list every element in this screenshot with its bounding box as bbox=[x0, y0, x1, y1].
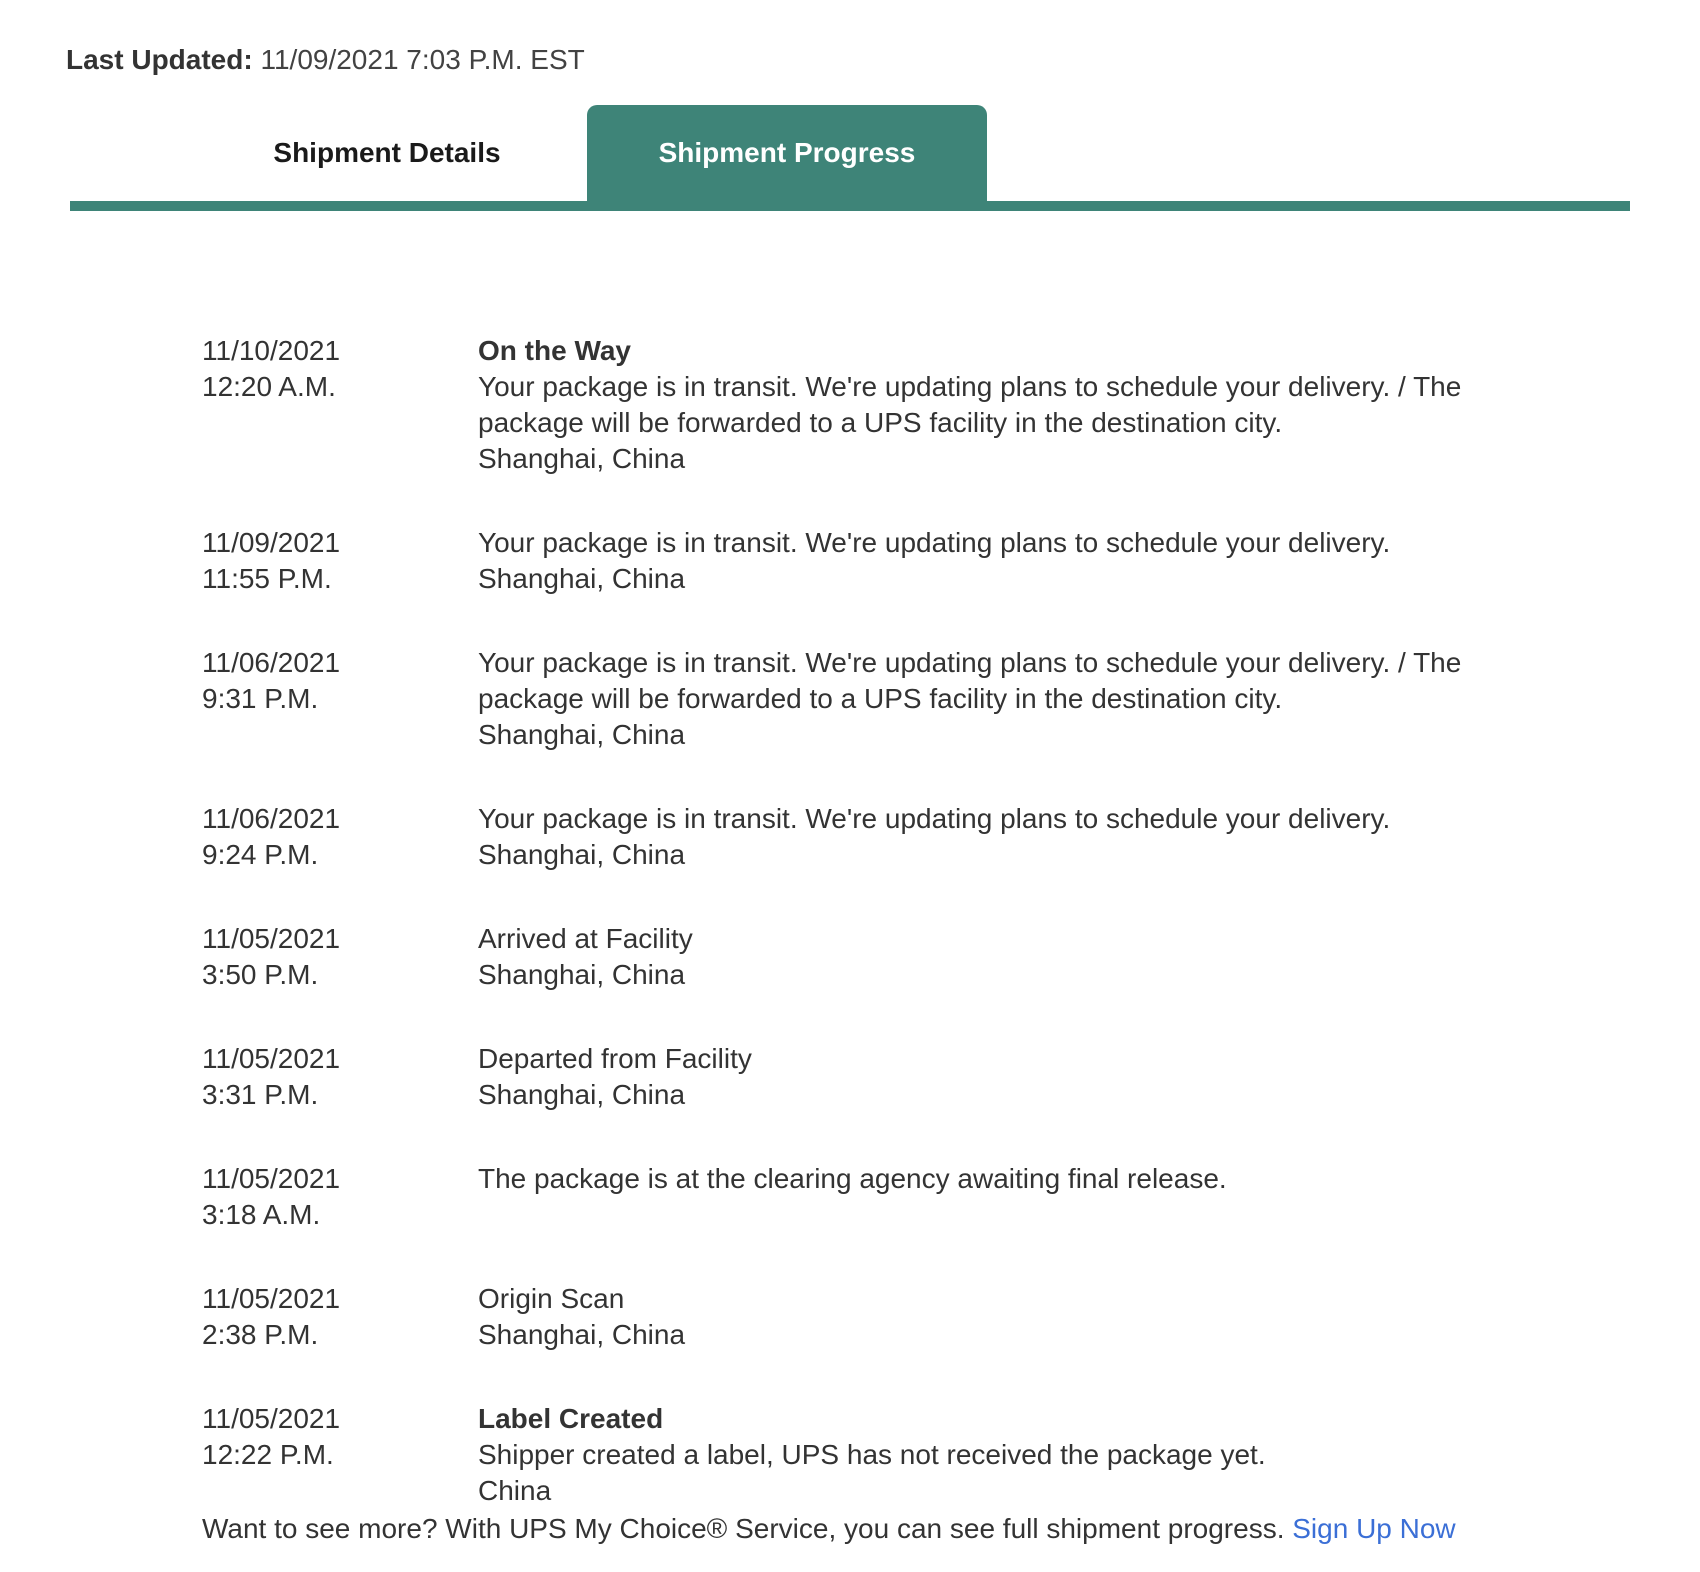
tab-shipment-progress-label: Shipment Progress bbox=[658, 137, 916, 168]
entry-location: Shanghai, China bbox=[478, 443, 686, 474]
entry-date: 11/05/2021 bbox=[202, 1403, 341, 1434]
entry-description: Departed from Facility bbox=[478, 1043, 752, 1074]
last-updated-label: Last Updated: bbox=[66, 44, 253, 75]
entry-location: Shanghai, China bbox=[478, 959, 686, 990]
entry-what bbox=[478, 1401, 1488, 1509]
entry-when bbox=[202, 1401, 478, 1509]
entry-location: Shanghai, China bbox=[478, 1079, 686, 1110]
entry-time: 3:50 P.M. bbox=[202, 959, 319, 990]
entry-when bbox=[202, 801, 478, 873]
entry-location: China bbox=[478, 1475, 552, 1506]
entry-what bbox=[478, 1281, 1488, 1353]
entry-date: 11/05/2021 bbox=[202, 1043, 341, 1074]
entry-when bbox=[202, 525, 478, 597]
active-tab-underline bbox=[70, 201, 1630, 211]
entry-time: 9:24 P.M. bbox=[202, 839, 319, 870]
entry-when bbox=[202, 1161, 478, 1233]
entry-when bbox=[202, 333, 478, 477]
promo-text: Want to see more? With UPS My Choice® Service, you can see full shipment progress. bbox=[202, 1513, 1293, 1544]
entry-time: 12:22 P.M. bbox=[202, 1439, 334, 1470]
entry-date: 11/05/2021 bbox=[202, 923, 341, 954]
entry-when bbox=[202, 645, 478, 753]
entry-description: Your package is in transit. We're updating plans to schedule your delivery. / The package will be forwarded to a UPS facility in the destination city. bbox=[478, 371, 1462, 438]
entry-what bbox=[478, 801, 1488, 873]
entry-description: Origin Scan bbox=[478, 1283, 625, 1314]
entry-what bbox=[478, 921, 1488, 993]
progress-list bbox=[0, 333, 1700, 1509]
entry-title: Label Created bbox=[478, 1403, 664, 1434]
entry-date: 11/09/2021 bbox=[202, 527, 341, 558]
entry-date: 11/05/2021 bbox=[202, 1283, 341, 1314]
entry-what bbox=[478, 645, 1488, 753]
last-updated bbox=[0, 0, 1700, 78]
entry-location: Shanghai, China bbox=[478, 719, 686, 750]
entry-time: 3:31 P.M. bbox=[202, 1079, 319, 1110]
progress-entry bbox=[202, 333, 1540, 477]
promo-line bbox=[0, 1511, 1700, 1547]
progress-entry bbox=[202, 1281, 1540, 1353]
entry-description: The package is at the clearing agency awaiting final release. bbox=[478, 1163, 1227, 1194]
entry-location: Shanghai, China bbox=[478, 1319, 686, 1350]
entry-description: Your package is in transit. We're updating plans to schedule your delivery. bbox=[478, 527, 1391, 558]
entry-time: 9:31 P.M. bbox=[202, 683, 319, 714]
entry-when bbox=[202, 1281, 478, 1353]
progress-entry bbox=[202, 645, 1540, 753]
entry-description: Shipper created a label, UPS has not received the package yet. bbox=[478, 1439, 1266, 1470]
tab-shipment-details-label: Shipment Details bbox=[273, 137, 501, 168]
entry-what bbox=[478, 333, 1488, 477]
entry-what bbox=[478, 525, 1488, 597]
progress-entry bbox=[202, 921, 1540, 993]
entry-title: On the Way bbox=[478, 335, 631, 366]
entry-date: 11/06/2021 bbox=[202, 647, 341, 678]
tab-shipment-progress[interactable] bbox=[587, 105, 987, 201]
progress-entry bbox=[202, 1401, 1540, 1509]
progress-entry bbox=[202, 525, 1540, 597]
entry-when bbox=[202, 1041, 478, 1113]
entry-time: 12:20 A.M. bbox=[202, 371, 336, 402]
tabs bbox=[0, 105, 1700, 211]
entry-description: Your package is in transit. We're updating plans to schedule your delivery. / The package will be forwarded to a UPS facility in the destination city. bbox=[478, 647, 1462, 714]
entry-date: 11/06/2021 bbox=[202, 803, 341, 834]
entry-description: Your package is in transit. We're updating plans to schedule your delivery. bbox=[478, 803, 1391, 834]
entry-location: Shanghai, China bbox=[478, 563, 686, 594]
entry-what bbox=[478, 1161, 1488, 1233]
progress-entry bbox=[202, 801, 1540, 873]
progress-entry bbox=[202, 1041, 1540, 1113]
entry-time: 2:38 P.M. bbox=[202, 1319, 319, 1350]
entry-location: Shanghai, China bbox=[478, 839, 686, 870]
entry-date: 11/05/2021 bbox=[202, 1163, 341, 1194]
entry-time: 3:18 A.M. bbox=[202, 1199, 321, 1230]
progress-entry bbox=[202, 1161, 1540, 1233]
entry-what bbox=[478, 1041, 1488, 1113]
entry-date: 11/10/2021 bbox=[202, 335, 341, 366]
entry-description: Arrived at Facility bbox=[478, 923, 693, 954]
entry-time: 11:55 P.M. bbox=[202, 563, 332, 594]
sign-up-now-link[interactable]: Sign Up Now bbox=[1292, 1513, 1456, 1544]
last-updated-value: 11/09/2021 7:03 P.M. EST bbox=[260, 44, 585, 75]
tab-shipment-details[interactable] bbox=[187, 105, 587, 201]
entry-when bbox=[202, 921, 478, 993]
